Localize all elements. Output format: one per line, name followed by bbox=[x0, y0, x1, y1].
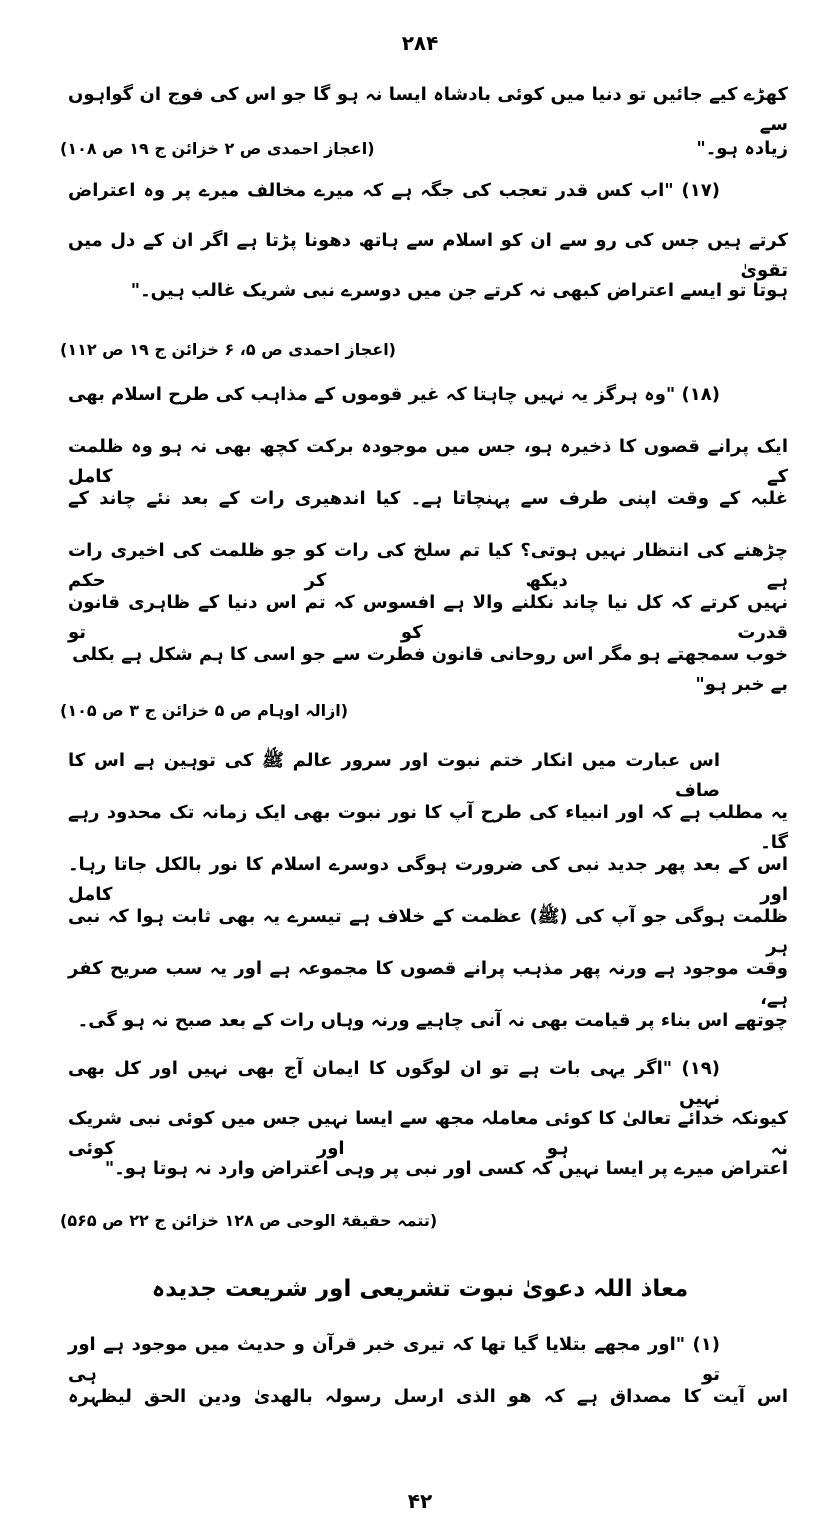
paragraph-last-line: چوتھے اس بناء پر قیامت بھی نہ آنی چاہیے ورنہ وہاں رات کے بعد صبح نہ ہو گی۔ bbox=[77, 1010, 788, 1031]
text-line: وقت موجود ہے ورنہ پھر مذہب پرانے قصوں کا مجموعہ ہے اور یہ سب صریح کفر ہے، bbox=[68, 958, 788, 1009]
text-line: کیونکہ خدائے تعالیٰ کا کوئی معاملہ مجھ سے ایسا نہیں جس میں کوئی نبی شریک نہ ہو اور کوئی bbox=[68, 1108, 788, 1159]
page-number-bottom: ۴۲ bbox=[407, 1489, 433, 1513]
citation: (ازالہ اوہام ص ۵ خزائن ج ۳ ص ۱۰۵) bbox=[60, 701, 349, 720]
citation: (اعجاز احمدی ص ۲ خزائن ج ۱۹ ص ۱۰۸) bbox=[60, 139, 375, 158]
paragraph-first-line: (۱۸) "وہ ہرگز یہ نہیں چاہتا کہ غیر قوموں کے مذاہب کی طرح اسلام بھی bbox=[68, 384, 720, 405]
text-line: کھڑے کیے جائیں تو دنیا میں کوئی بادشاہ ایسا نہ ہو گا جو اس کی فوج ان گواہوں سے bbox=[68, 84, 788, 135]
section-heading: معاذ اللہ دعویٰ نبوت تشریعی اور شریعت جدیدہ bbox=[151, 1276, 689, 1302]
text-line: نہیں کرتے کہ کل نیا چاند نکلنے والا ہے افسوس کہ تم اس دنیا کے ظاہری قانون قدرت کو تو bbox=[68, 592, 788, 643]
text-line: اس کے بعد پھر جدید نبی کی ضرورت ہوگی دوسرے اسلام کا نور بالکل جاتا رہا۔ اور کامل bbox=[68, 854, 788, 905]
text-line: یہ مطلب ہے کہ اور انبیاء کی طرح آپ کا نور نبوت بھی ایک زمانہ تک محدود رہے گا۔ bbox=[68, 802, 788, 853]
paragraph-last-line: خوب سمجھتے ہو مگر اس روحانی قانون فطرت سے جو اسی کا ہم شکل ہے بکلی بے خبر ہو" bbox=[72, 644, 788, 695]
text-line: کرتے ہیں جس کی رو سے ان کو اسلام سے ہاتھ دھونا پڑتا ہے اگر ان کے دل میں تقویٰ bbox=[68, 230, 788, 281]
text-line: غلبہ کے وقت اپنی طرف سے پہنچاتا ہے۔ کیا اندھیری رات کے بعد نئے چاند کے bbox=[68, 488, 788, 509]
paragraph-first-line: اس عبارت میں انکار ختم نبوت اور سرور عالم ﷺ کی توہین ہے اس کا صاف bbox=[68, 750, 720, 801]
citation: (اعجاز احمدی ص ۵، ۶ خزائن ج ۱۹ ص ۱۱۲) bbox=[60, 340, 396, 359]
paragraph-first-line: (۱) "اور مجھے بتلایا گیا تھا کہ تیری خبر قرآن و حدیث میں موجود ہے اور تو ہی bbox=[68, 1334, 720, 1385]
paragraph-last-line: ہوتا تو ایسے اعتراض کبھی نہ کرتے جن میں دوسرے نبی شریک غالب ہیں۔" bbox=[130, 280, 788, 301]
paragraph-first-line: (۱۹) "اگر یہی بات ہے تو ان لوگوں کا ایمان آج بھی نہیں اور کل بھی نہیں bbox=[68, 1058, 720, 1109]
text-line: ظلمت ہوگی جو آپ کی (ﷺ) عظمت کے خلاف ہے تیسرے یہ بھی ثابت ہوا کہ نبی ہر bbox=[68, 906, 788, 957]
citation: (تتمہ حقیقۃ الوحی ص ۱۲۸ خزائن ج ۲۲ ص ۵۶۵) bbox=[60, 1211, 438, 1230]
paragraph-first-line: (۱۷) "اب کس قدر تعجب کی جگہ ہے کہ میرے مخالف میرے پر وہ اعتراض bbox=[68, 180, 720, 201]
text-line: چڑھنے کی انتظار نہیں ہوتی؟ کیا تم سلخ کی رات کو جو ظلمت کی اخیری رات ہے دیکھ کر حکم bbox=[68, 540, 788, 591]
text-line: اس آیت کا مصداق ہے کہ ھو الذی ارسل رسولہ بالھدیٰ ودین الحق لیظہرہ bbox=[68, 1386, 788, 1407]
page-number-top: ۲۸۴ bbox=[401, 31, 439, 55]
text-line: ایک پرانے قصوں کا ذخیرہ ہو، جس میں موجودہ برکت کچھ بھی نہ ہو وہ ظلمت کے کامل bbox=[68, 436, 788, 487]
paragraph-last-line: زیادہ ہو۔" bbox=[696, 138, 788, 159]
paragraph-last-line: اعتراض میرے پر ایسا نہیں کہ کسی اور نبی پر وہی اعتراض وارد نہ ہوتا ہو۔" bbox=[104, 1158, 788, 1179]
